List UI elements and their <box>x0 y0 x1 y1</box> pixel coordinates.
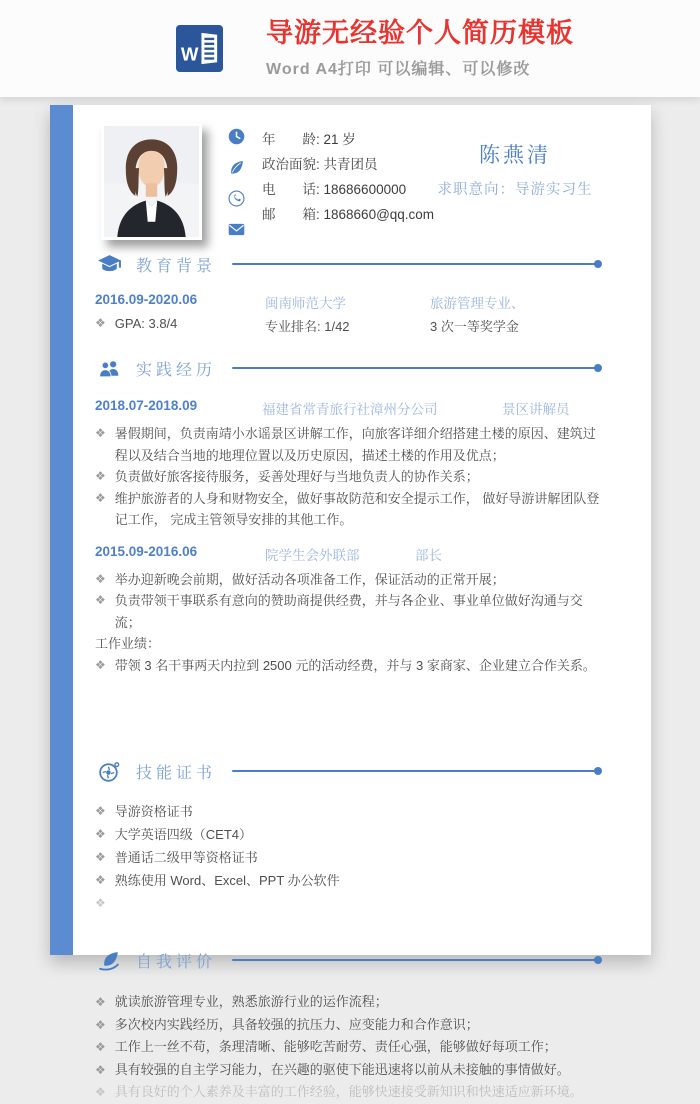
certificate-badge-icon <box>97 759 122 784</box>
list-item <box>95 1014 601 1037</box>
bullet-text: 带领 3 名干事两天内拉到 2500 元的活动经费，并与 3 家商家、企业建立合作关系。 <box>114 657 596 673</box>
candidate-name: 陈燕清 <box>479 143 551 167</box>
job-role: 景区讲解员 <box>502 402 570 417</box>
skills-header <box>95 756 601 786</box>
phone-value: 18686600000 <box>323 182 407 197</box>
page-left-accent-bar <box>50 105 73 955</box>
job-role: 部长 <box>415 547 442 563</box>
list-item <box>95 655 601 677</box>
bullet-text: 工作上一丝不苟，条理清晰、能够吃苦耐劳、责任心强，能够做好每项工作； <box>114 1039 557 1054</box>
job-row <box>95 544 601 564</box>
skills-title: 技能证书 <box>136 764 217 782</box>
bullet-text: 熟练使用 Word、Excel、PPT 办公软件 <box>114 873 340 888</box>
diamond-bullet-icon: ❖ <box>95 657 106 672</box>
job-date: 2015.09-2016.06 <box>95 543 198 559</box>
diamond-bullet-icon: ❖ <box>95 1085 106 1099</box>
diamond-bullet-icon: ❖ <box>95 1017 106 1032</box>
job-bullets <box>95 423 601 531</box>
diamond-bullet-icon: ❖ <box>95 1062 106 1077</box>
political-value: 共青团员 <box>323 157 378 172</box>
bullet-text: 维护旅游者的人身和财物安全，做好事故防范和安全提示工作， 做好导游讲解团队登记工作， 完成主管领导安排的其他工作。 <box>114 490 600 527</box>
education-gpa <box>95 316 265 335</box>
list-item <box>95 488 601 531</box>
word-logo-icon <box>176 25 223 72</box>
email-label: 邮 箱: <box>262 207 324 222</box>
section-divider-line <box>232 367 599 369</box>
job-row <box>95 398 601 418</box>
clock-icon <box>228 128 245 145</box>
list-item <box>95 590 601 633</box>
diamond-bullet-icon: ❖ <box>95 827 106 841</box>
portrait-photo-image <box>104 126 199 237</box>
section-skills <box>95 756 601 915</box>
education-rank <box>265 316 430 335</box>
name-block <box>425 139 605 199</box>
bullet-text: 负责做好旅客接待服务，妥善处理好与当地负责人的协作关系； <box>114 469 479 484</box>
award-value: 3 次一等奖学金 <box>430 319 519 334</box>
section-divider-line <box>232 263 599 265</box>
gpa-value: GPA: 3.8/4 <box>114 316 178 331</box>
experience-header <box>95 353 601 383</box>
diamond-bullet-icon: ❖ <box>95 316 106 330</box>
list-item <box>95 423 601 466</box>
rank-value: 专业排名: 1/42 <box>265 319 350 334</box>
bullet-text: 就读旅游管理专业，熟悉旅游行业的运作流程； <box>114 994 388 1009</box>
bullet-text: 具有较强的自主学习能力，在兴趣的驱使下能迅速将以前从未接触的事情做好。 <box>114 1061 570 1077</box>
bullet-text: 普通话二级甲等资格证书 <box>114 850 258 865</box>
phone-label: 电 话: <box>262 182 324 197</box>
contact-block <box>228 127 458 227</box>
diamond-bullet-icon: ❖ <box>95 850 106 864</box>
selfeval-title: 自我评价 <box>136 953 217 971</box>
age-label: 年 龄: <box>262 132 324 147</box>
list-item-faded <box>95 1081 601 1104</box>
section-divider-line <box>232 959 599 961</box>
list-item <box>95 1036 601 1059</box>
people-icon <box>97 356 122 381</box>
bullet-text: 举办迎新晚会前期，做好活动各项准备工作，保证活动的正常开展； <box>114 571 505 587</box>
bullet-text: 导游资格证书 <box>114 804 193 819</box>
leaf-swoosh-icon <box>97 948 122 973</box>
list-item <box>95 823 601 846</box>
list-item <box>95 466 601 488</box>
job-org: 院学生会外联部 <box>265 547 360 563</box>
selfeval-list <box>95 991 601 1104</box>
bullet-text: 大学英语四级（CET4） <box>114 827 252 842</box>
profile-header <box>95 123 601 247</box>
education-school: 闽南师范大学 <box>265 296 346 311</box>
diamond-bullet-icon: ❖ <box>95 469 106 483</box>
experience-title: 实践经历 <box>136 361 217 379</box>
section-selfeval <box>95 945 601 1104</box>
bullet-text: 具有良好的个人素养及丰富的工作经验，能够快速接受新知识和快速适应新环境。 <box>114 1084 583 1099</box>
selfeval-header <box>95 945 601 975</box>
list-item <box>95 991 601 1014</box>
diamond-bullet-icon: ❖ <box>95 896 106 910</box>
age-value: 21 岁 <box>323 132 356 147</box>
svg-text:W: W <box>180 43 199 65</box>
contact-row-email <box>262 202 458 227</box>
diamond-bullet-icon: ❖ <box>95 571 106 586</box>
diamond-bullet-icon: ❖ <box>95 995 106 1009</box>
section-education <box>95 249 601 335</box>
diamond-bullet-icon: ❖ <box>95 593 106 607</box>
bullet-text: 负责带领干事联系有意向的赞助商提供经费，并与各企业、事业单位做好沟通与交流； <box>114 593 583 630</box>
banner-title: 导游无经验个人简历模板 <box>266 18 574 49</box>
bullet-text: 多次校内实践经历，具备较强的抗压力、应变能力和合作意识； <box>114 1016 479 1032</box>
education-major: 旅游管理专业、 <box>430 296 525 311</box>
list-item <box>95 569 601 591</box>
bullet-text <box>115 892 601 915</box>
job-org: 福建省常青旅行社漳州分公司 <box>262 402 438 417</box>
education-header <box>95 249 601 279</box>
skills-list <box>95 800 601 915</box>
work-achievement-label: 工作业绩： <box>95 636 161 651</box>
list-item <box>95 1059 601 1082</box>
section-divider-line <box>232 770 599 772</box>
graduation-cap-icon <box>97 252 122 277</box>
phone-icon <box>228 190 245 207</box>
empty-list-item <box>95 892 601 915</box>
id-photo <box>101 123 202 240</box>
section-experience <box>95 353 601 676</box>
job-date: 2018.07-2018.09 <box>95 398 198 413</box>
envelope-icon <box>228 221 245 238</box>
education-row <box>95 292 601 335</box>
template-banner <box>0 0 700 97</box>
diamond-bullet-icon: ❖ <box>95 426 106 440</box>
list-item <box>95 846 601 869</box>
diamond-bullet-icon: ❖ <box>95 1040 106 1054</box>
resume-page <box>50 105 651 1099</box>
bullet-text: 暑假期间，负责南靖小水谣景区讲解工作，向旅客详细介绍搭建土楼的原因、建筑过程以及结合当地的地理位置以及历史原因，描述土楼的作用及优点； <box>114 426 596 463</box>
leaf-icon <box>228 159 245 176</box>
job-objective: 求职意向：导游实习生 <box>437 182 593 198</box>
education-title: 教育背景 <box>136 257 217 275</box>
resume-content <box>73 105 651 1099</box>
job-bullets <box>95 569 601 677</box>
education-date: 2016.09-2020.06 <box>95 292 198 307</box>
list-item <box>95 869 601 892</box>
diamond-bullet-icon: ❖ <box>95 873 106 887</box>
diamond-bullet-icon: ❖ <box>95 804 106 818</box>
political-label: 政治面貌: <box>262 157 324 172</box>
email-value: 1868660@qq.com <box>323 207 435 222</box>
education-award <box>430 316 601 335</box>
diamond-bullet-icon: ❖ <box>95 490 106 505</box>
list-item <box>95 800 601 823</box>
banner-subtitle: Word A4打印 可以编辑、可以修改 <box>266 60 531 78</box>
